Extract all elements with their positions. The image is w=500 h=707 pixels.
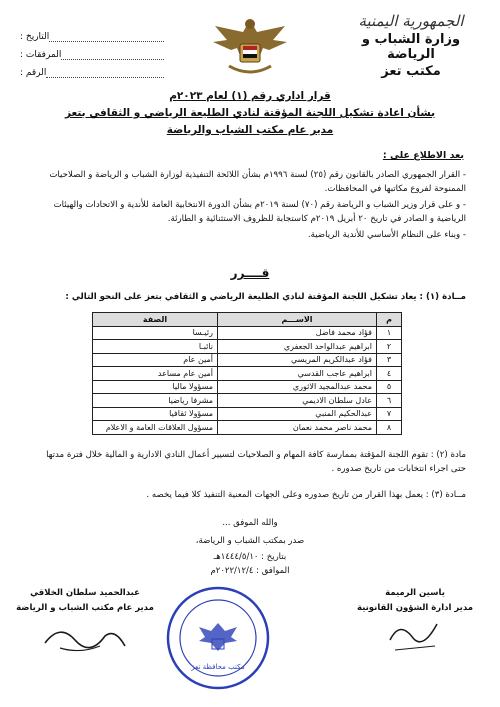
seal-caption: مكتب محافظة تعز bbox=[191, 663, 245, 671]
member-name: فؤاد محمد فاضل bbox=[218, 326, 377, 340]
row-number: ٥ bbox=[377, 380, 402, 394]
member-role: مسؤول العلاقات العامة و الاعلام bbox=[93, 421, 218, 435]
signatory-right-title: مدير ادارة الشؤون القانونية bbox=[356, 603, 473, 613]
table-row bbox=[93, 407, 402, 421]
article-2: مادة (٢) : تقوم اللجنة المؤقتة بممارسة كافة المهام و الصلاحيات لتسيير أعمال النادي الادارية و المالية خلال فترة مدتها حتى اجراء انتخابات من تاريخ صدوره . bbox=[46, 450, 466, 474]
col-number: م bbox=[377, 313, 402, 327]
issued-at: صدر بمكتب الشباب و الرياضة، bbox=[195, 536, 305, 546]
signatory-left-name: عبدالحميد سلطان الخلاقي bbox=[30, 588, 140, 598]
member-role: أمين عام bbox=[93, 353, 218, 367]
official-seal-stamp bbox=[165, 585, 271, 691]
preamble-item-3: - وبناء على النظام الأساسي للأندية الرياضية. bbox=[307, 230, 466, 240]
table-row bbox=[93, 394, 402, 408]
table-row bbox=[93, 367, 402, 381]
ref-label: الرقم : bbox=[20, 68, 47, 78]
member-name: ابراهيم عبدالواحد الجعفري bbox=[218, 340, 377, 354]
member-name: محمد عبدالمجيد الاثوري bbox=[218, 380, 377, 394]
member-role: مسؤولا ماليا bbox=[93, 380, 218, 394]
member-name: محمد ناصر محمد نعمان bbox=[218, 421, 377, 435]
ministry-name: وزارة الشباب و الرياضة bbox=[361, 32, 461, 62]
yemen-eagle-emblem bbox=[207, 14, 293, 82]
table-row bbox=[93, 353, 402, 367]
member-name: عادل سلطان الاديمي bbox=[218, 394, 377, 408]
decision-heading: قــــرر bbox=[230, 266, 270, 280]
member-role: رئيـسا bbox=[93, 326, 218, 340]
preamble-item-1: - القرار الجمهوري الصادر بالقانون رقم (٢٥) لسنة ١٩٩٦م بشأن اللائحة التنفيذية لوزارة الشباب و الرياضة و الصلاحيات الممنوحة لفروع مكاتبها في المحافظات. bbox=[49, 170, 466, 194]
title-line-2: بشأن اعادة تشكيل اللجنة المؤقتة لنادي الطليعة الرياضي و الثقافي بتعز bbox=[64, 107, 436, 119]
republic-name: الجمهورية اليمنية bbox=[358, 12, 464, 30]
title-line-1: قرار اداري رقم (١) لعام ٢٠٢٣م bbox=[169, 90, 331, 102]
table-row bbox=[93, 421, 402, 435]
decision-title bbox=[60, 88, 440, 139]
col-role: الصفة bbox=[93, 313, 218, 327]
row-number: ٣ bbox=[377, 353, 402, 367]
row-number: ١ bbox=[377, 326, 402, 340]
title-line-3: مدير عام مكتب الشباب والرياضة bbox=[166, 124, 334, 136]
handwritten-signature-left bbox=[40, 618, 130, 658]
row-number: ٧ bbox=[377, 407, 402, 421]
table-row bbox=[93, 326, 402, 340]
member-name: فؤاد عبدالكريم المريسي bbox=[218, 353, 377, 367]
member-role: مشرفا رياضيا bbox=[93, 394, 218, 408]
col-name: الاســـم bbox=[218, 313, 377, 327]
reference-fields bbox=[20, 28, 170, 82]
table-header-row bbox=[93, 313, 402, 327]
members-table bbox=[92, 312, 402, 435]
preamble-heading: بعد الاطلاع على : bbox=[382, 150, 464, 161]
date-label: التاريخ : bbox=[20, 32, 50, 42]
row-number: ٨ bbox=[377, 421, 402, 435]
signatory-left-title: مدير عام مكتب الشباب و الرياضة bbox=[16, 603, 154, 613]
office-name: مكتب تعز bbox=[381, 64, 441, 79]
table-row bbox=[93, 340, 402, 354]
member-role: نائبـا bbox=[93, 340, 218, 354]
table-row bbox=[93, 380, 402, 394]
handwritten-signature-right bbox=[385, 610, 445, 660]
member-role: أمين عام مساعد bbox=[93, 367, 218, 381]
gregorian-date: الموافق : ٢٠٢٢/١٢/٤م bbox=[210, 566, 290, 576]
signatory-right-name: ياسين الرميمة bbox=[385, 588, 445, 598]
member-name: عبدالحكيم المنبي bbox=[218, 407, 377, 421]
article-1: مــادة (١) : يعاد تشكيل اللجنة المؤقتة لنادي الطليعة الرياضي و الثقافي بتعز على النحو التالي : bbox=[65, 292, 466, 302]
hijri-date: بتاريخ : ١٤٤٤/٥/١٠هـ bbox=[213, 552, 287, 562]
member-name: ابراهيم عاجب القدسي bbox=[218, 367, 377, 381]
row-number: ٤ bbox=[377, 367, 402, 381]
attachments-label: المرفقات : bbox=[20, 50, 62, 60]
member-role: مسؤولا ثقافيا bbox=[93, 407, 218, 421]
closing-phrase: والله الموفق ... bbox=[222, 518, 278, 528]
row-number: ٢ bbox=[377, 340, 402, 354]
row-number: ٦ bbox=[377, 394, 402, 408]
article-3: مــادة (٣) : يعمل بهذا القرار من تاريخ صدوره وعلى الجهات المعنية التنفيذ كلا فيما يخصه . bbox=[146, 490, 466, 500]
letterhead-right bbox=[346, 12, 476, 79]
preamble-item-2: - و على قرار وزير الشباب و الرياضة رقم (٧٠) لسنة ٢٠١٩م بشأن الدورة الانتخابية العامة للأندية و الاتحادات والهيئات الرياضية و الصادر في تاريخ ٢٠ أبريل ٢٠١٩م كاستجابة للظروف الاستثنائية و الطارئة. bbox=[53, 200, 466, 224]
